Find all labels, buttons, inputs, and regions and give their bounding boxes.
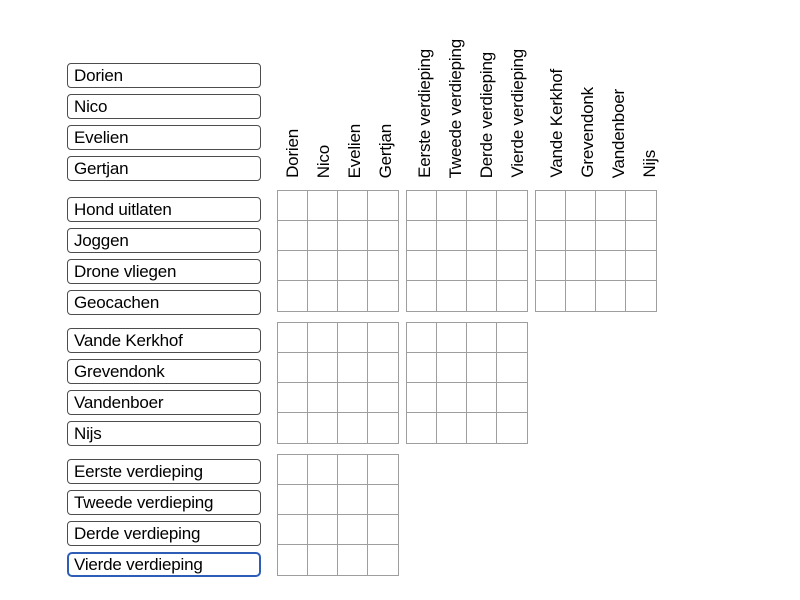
grid-band-activities xyxy=(277,190,657,312)
grid-cell[interactable] xyxy=(497,251,527,281)
grid-cell[interactable] xyxy=(278,455,308,485)
column-header-label: Nijs xyxy=(640,150,660,178)
column-header-label: Gertjan xyxy=(376,123,396,178)
column-header-group-surnames xyxy=(541,12,666,178)
grid-cell[interactable] xyxy=(497,413,527,443)
grid-block-activities-x-surnames xyxy=(535,190,657,312)
grid-cell[interactable] xyxy=(566,191,596,221)
grid-cell[interactable] xyxy=(596,191,626,221)
grid-cell[interactable] xyxy=(338,383,368,413)
grid-cell[interactable] xyxy=(497,383,527,413)
grid-block-surnames-x-names xyxy=(277,322,399,444)
grid-cell[interactable] xyxy=(368,413,398,443)
grid-cell[interactable] xyxy=(407,221,437,251)
grid-cell[interactable] xyxy=(278,413,308,443)
grid-cell[interactable] xyxy=(278,383,308,413)
row-label-box[interactable]: Hond uitlaten xyxy=(67,197,261,222)
grid-cell[interactable] xyxy=(338,485,368,515)
column-header xyxy=(604,12,635,178)
row-label-box[interactable]: Joggen xyxy=(67,228,261,253)
column-header xyxy=(308,12,339,178)
column-header-label: Derde verdieping xyxy=(477,51,497,178)
grid-cell[interactable] xyxy=(368,281,398,311)
grid-cell[interactable] xyxy=(497,221,527,251)
column-header xyxy=(409,12,440,178)
column-header-group-floors xyxy=(409,12,534,178)
grid-cell[interactable] xyxy=(467,221,497,251)
grid-cell[interactable] xyxy=(437,353,467,383)
grid-cell[interactable] xyxy=(308,323,338,353)
grid-cell[interactable] xyxy=(596,281,626,311)
column-headers xyxy=(277,12,666,178)
grid-cell[interactable] xyxy=(467,191,497,221)
grid-cell[interactable] xyxy=(467,323,497,353)
column-header xyxy=(635,12,666,178)
column-header xyxy=(340,12,371,178)
row-label-box[interactable]: Drone vliegen xyxy=(67,259,261,284)
column-header-label: Dorien xyxy=(282,129,302,178)
row-label-box[interactable]: Tweede verdieping xyxy=(67,490,261,515)
row-label-box[interactable]: Vande Kerkhof xyxy=(67,328,261,353)
column-header-label: Grevendonk xyxy=(577,87,597,178)
grid-cell[interactable] xyxy=(626,191,656,221)
column-header xyxy=(541,12,572,178)
grid-cell[interactable] xyxy=(338,191,368,221)
grid-cell[interactable] xyxy=(338,251,368,281)
grid-block-activities-x-names xyxy=(277,190,399,312)
grid-cell[interactable] xyxy=(368,191,398,221)
grid-cell[interactable] xyxy=(338,413,368,443)
column-header xyxy=(472,12,503,178)
row-label-box[interactable]: Evelien xyxy=(67,125,261,150)
grid-cell[interactable] xyxy=(338,455,368,485)
column-header xyxy=(371,12,402,178)
grid-cell[interactable] xyxy=(278,515,308,545)
row-label-group-floors xyxy=(67,459,261,577)
grid-cell[interactable] xyxy=(368,221,398,251)
grid-cell[interactable] xyxy=(308,251,338,281)
grid-cell[interactable] xyxy=(368,383,398,413)
grid-cell[interactable] xyxy=(308,545,338,575)
grid-cell[interactable] xyxy=(437,383,467,413)
grid-cell[interactable] xyxy=(278,545,308,575)
grid-cell[interactable] xyxy=(368,251,398,281)
column-header xyxy=(277,12,308,178)
row-label-box[interactable]: Gertjan xyxy=(67,156,261,181)
column-header xyxy=(440,12,471,178)
grid-cell[interactable] xyxy=(338,281,368,311)
grid-cell[interactable] xyxy=(308,413,338,443)
grid-cell[interactable] xyxy=(407,353,437,383)
grid-cell[interactable] xyxy=(437,251,467,281)
grid-cell[interactable] xyxy=(308,221,338,251)
grid-cell[interactable] xyxy=(407,383,437,413)
grid-cell[interactable] xyxy=(596,221,626,251)
grid-band-floors xyxy=(277,454,399,576)
row-label-group-names xyxy=(67,63,261,181)
row-label-box-selected[interactable]: Vierde verdieping xyxy=(67,552,261,577)
grid-block-activities-x-floors xyxy=(406,190,528,312)
grid-cell[interactable] xyxy=(308,191,338,221)
grid-cell[interactable] xyxy=(437,281,467,311)
column-header-label: Tweede verdieping xyxy=(445,38,465,178)
grid-cell[interactable] xyxy=(566,251,596,281)
grid-block-floors-x-names xyxy=(277,454,399,576)
column-header-label: Evelien xyxy=(345,123,365,178)
column-header xyxy=(503,12,534,178)
column-header-label: Nico xyxy=(313,144,333,178)
row-label-group-surnames xyxy=(67,328,261,446)
grid-cell[interactable] xyxy=(536,191,566,221)
grid-cell[interactable] xyxy=(368,545,398,575)
grid-cell[interactable] xyxy=(278,191,308,221)
grid-cell[interactable] xyxy=(467,353,497,383)
grid-cell[interactable] xyxy=(626,221,656,251)
grid-cell[interactable] xyxy=(278,281,308,311)
grid-cell[interactable] xyxy=(308,455,338,485)
grid-cell[interactable] xyxy=(308,353,338,383)
grid-cell[interactable] xyxy=(278,251,308,281)
column-header-label: Vande Kerkhof xyxy=(546,69,566,178)
grid-cell[interactable] xyxy=(338,353,368,383)
grid-cell[interactable] xyxy=(278,485,308,515)
grid-cell[interactable] xyxy=(437,221,467,251)
grid-cell[interactable] xyxy=(368,515,398,545)
grid-cell[interactable] xyxy=(278,323,308,353)
row-label-box[interactable]: Nico xyxy=(67,94,261,119)
grid-cell[interactable] xyxy=(497,323,527,353)
grid-cell[interactable] xyxy=(368,455,398,485)
row-label-box[interactable]: Dorien xyxy=(67,63,261,88)
grid-cell[interactable] xyxy=(467,383,497,413)
grid-cell[interactable] xyxy=(437,191,467,221)
grid-cell[interactable] xyxy=(308,485,338,515)
grid-cell[interactable] xyxy=(437,413,467,443)
grid-cell[interactable] xyxy=(536,251,566,281)
grid-cell[interactable] xyxy=(497,281,527,311)
column-header-label: Eerste verdieping xyxy=(414,49,434,178)
grid-cell[interactable] xyxy=(536,281,566,311)
grid-cell[interactable] xyxy=(278,353,308,383)
grid-band-surnames xyxy=(277,322,528,444)
row-label-box[interactable]: Eerste verdieping xyxy=(67,459,261,484)
column-header xyxy=(572,12,603,178)
row-label-box[interactable]: Vandenboer xyxy=(67,390,261,415)
grid-cell[interactable] xyxy=(437,323,467,353)
column-header-group-names xyxy=(277,12,402,178)
row-label-box[interactable]: Derde verdieping xyxy=(67,521,261,546)
column-header-label: Vierde verdieping xyxy=(508,49,528,178)
row-label-box[interactable]: Geocachen xyxy=(67,290,261,315)
grid-cell[interactable] xyxy=(308,515,338,545)
grid-cell[interactable] xyxy=(368,323,398,353)
grid-cell[interactable] xyxy=(467,281,497,311)
grid-cell[interactable] xyxy=(626,251,656,281)
grid-cell[interactable] xyxy=(566,221,596,251)
grid-cell[interactable] xyxy=(407,191,437,221)
grid-cell[interactable] xyxy=(278,221,308,251)
grid-cell[interactable] xyxy=(308,383,338,413)
grid-cell[interactable] xyxy=(368,485,398,515)
grid-cell[interactable] xyxy=(407,323,437,353)
grid-cell[interactable] xyxy=(338,515,368,545)
grid-cell[interactable] xyxy=(497,191,527,221)
row-label-box[interactable]: Grevendonk xyxy=(67,359,261,384)
column-header-label: Vandenboer xyxy=(609,88,629,178)
row-label-group-activities xyxy=(67,197,261,315)
grid-cell[interactable] xyxy=(368,353,398,383)
grid-cell[interactable] xyxy=(407,413,437,443)
grid-cell[interactable] xyxy=(467,413,497,443)
grid-cell[interactable] xyxy=(596,251,626,281)
grid-cell[interactable] xyxy=(338,545,368,575)
grid-block-surnames-x-floors xyxy=(406,322,528,444)
grid-cell[interactable] xyxy=(338,323,368,353)
grid-cell[interactable] xyxy=(467,251,497,281)
grid-cell[interactable] xyxy=(308,281,338,311)
grid-cell[interactable] xyxy=(536,221,566,251)
row-label-box[interactable]: Nijs xyxy=(67,421,261,446)
grid-cell[interactable] xyxy=(566,281,596,311)
grid-cell[interactable] xyxy=(407,251,437,281)
grid-cell[interactable] xyxy=(407,281,437,311)
grid-cell[interactable] xyxy=(338,221,368,251)
grid-cell[interactable] xyxy=(497,353,527,383)
grid-cell[interactable] xyxy=(626,281,656,311)
